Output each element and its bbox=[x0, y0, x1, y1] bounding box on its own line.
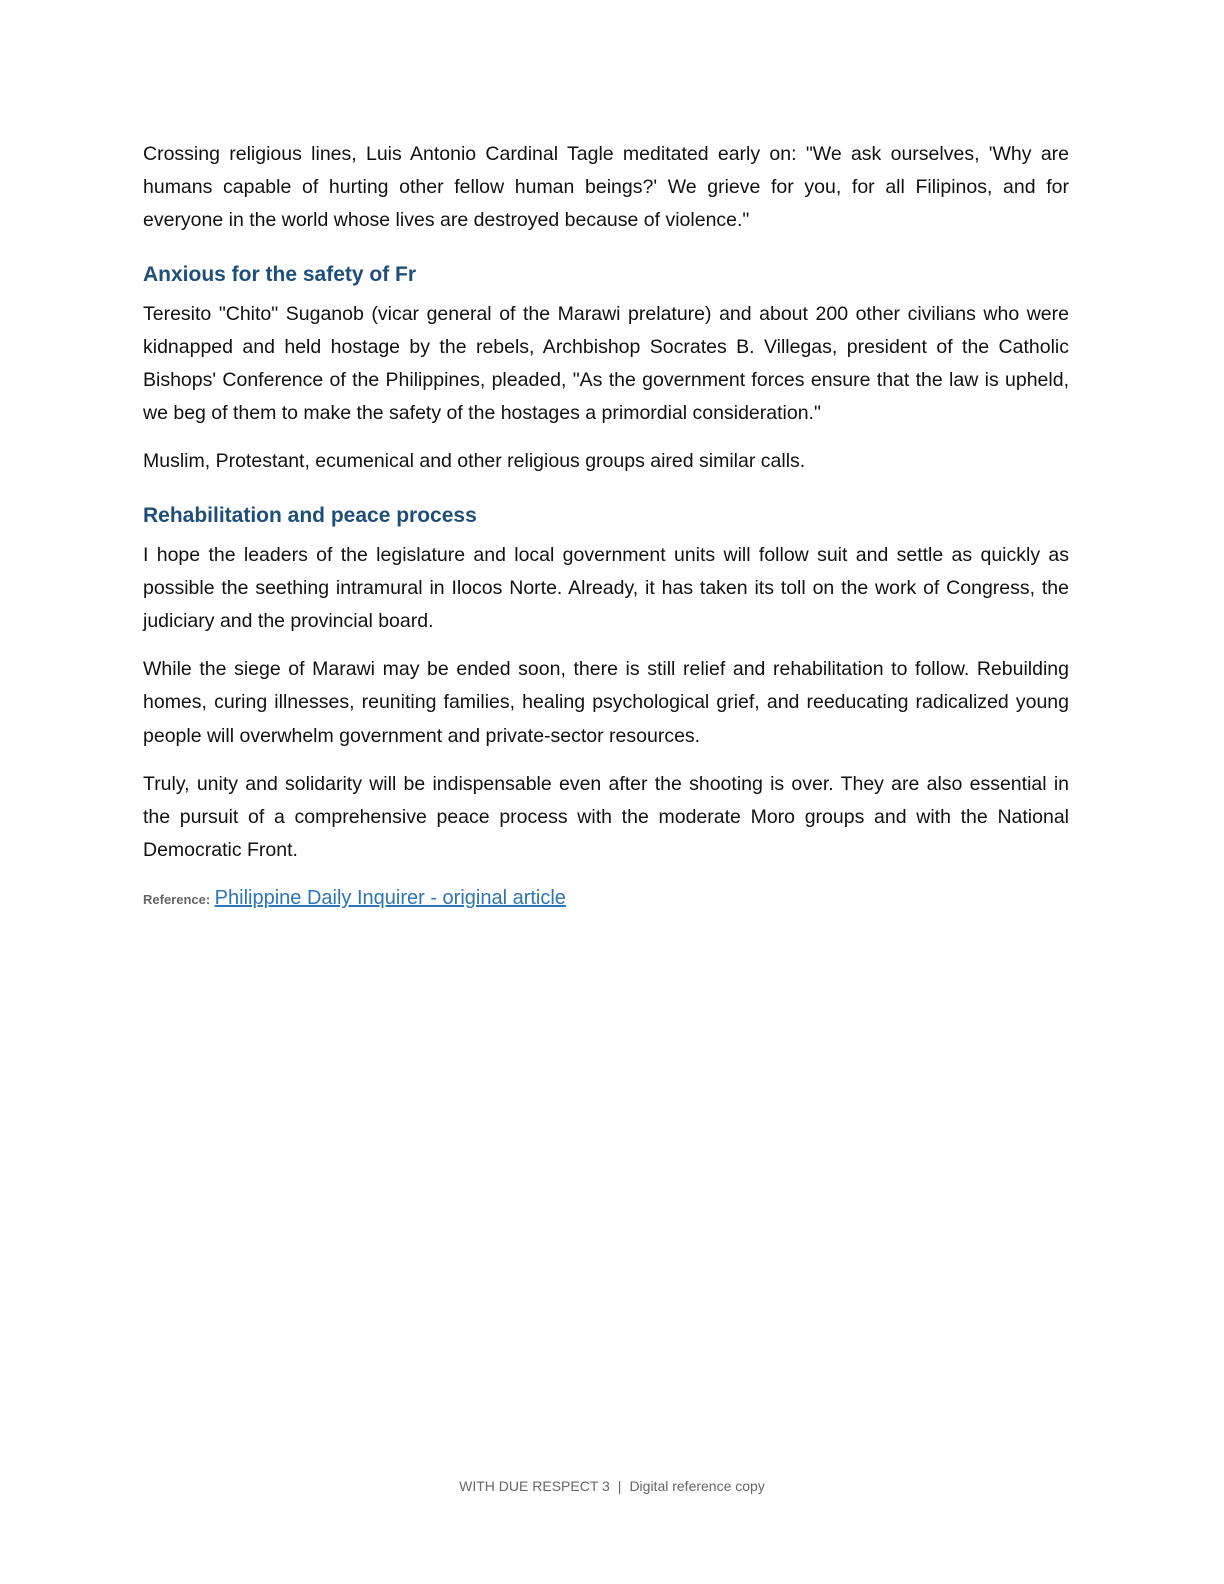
reference-line bbox=[143, 882, 1069, 916]
paragraph-ilocos-norte: I hope the leaders of the legislature and local government units will follow suit and settle as quickly as possible the seething intramural in Ilocos Norte. Already, it has taken its toll on the work of Congress, the judiciary and the provincial board. bbox=[143, 543, 1069, 633]
paragraph-unity-solidarity: Truly, unity and solidarity will be indispensable even after the shooting is over. They are also essential in the pursuit of a comprehensive peace process with the moderate Moro groups and with the National Democratic Front. bbox=[143, 772, 1069, 862]
paragraph-religious-groups: Muslim, Protestant, ecumenical and other religious groups aired similar calls. bbox=[143, 450, 806, 473]
paragraph-tagle-quote: Crossing religious lines, Luis Antonio Cardinal Tagle meditated early on: "We ask ourselves, 'Why are humans capable of hurting other fellow human beings?' We grieve for you, for all Filipinos, and for everyone in the world whose lives are destroyed because of violence." bbox=[143, 143, 1069, 232]
footer-separator: | bbox=[617, 1478, 622, 1494]
article-body bbox=[143, 138, 1069, 916]
paragraph-marawi-rehabilitation: While the siege of Marawi may be ended soon, there is still relief and rehabilitation to follow. Rebuilding homes, curing illnesses, reuniting families, healing psychological grief, and reeducating radicalized young people will overwhelm government and private-sector resources. bbox=[143, 658, 1069, 747]
footer-copy-note: Digital reference copy bbox=[629, 1478, 765, 1494]
page-footer bbox=[0, 1478, 1224, 1494]
heading-anxious-safety: Anxious for the safety of Fr bbox=[143, 262, 417, 286]
reference-label: Reference: bbox=[143, 892, 211, 908]
heading-rehabilitation-peace: Rehabilitation and peace process bbox=[143, 503, 477, 527]
reference-link[interactable]: Philippine Daily Inquirer - original article bbox=[214, 887, 566, 910]
footer-publication: WITH DUE RESPECT 3 bbox=[459, 1478, 610, 1494]
paragraph-villegas-plea: Teresito "Chito" Suganob (vicar general of the Marawi prelature) and about 200 other civilians who were kidnapped and held hostage by the rebels, Archbishop Socrates B. Villegas, president of the Catholic Bishops' Conference of the Philippines, pleaded, "As the government forces ensure that the law is upheld, we beg of them to make the safety of the hostages a primordial consideration." bbox=[143, 302, 1069, 425]
